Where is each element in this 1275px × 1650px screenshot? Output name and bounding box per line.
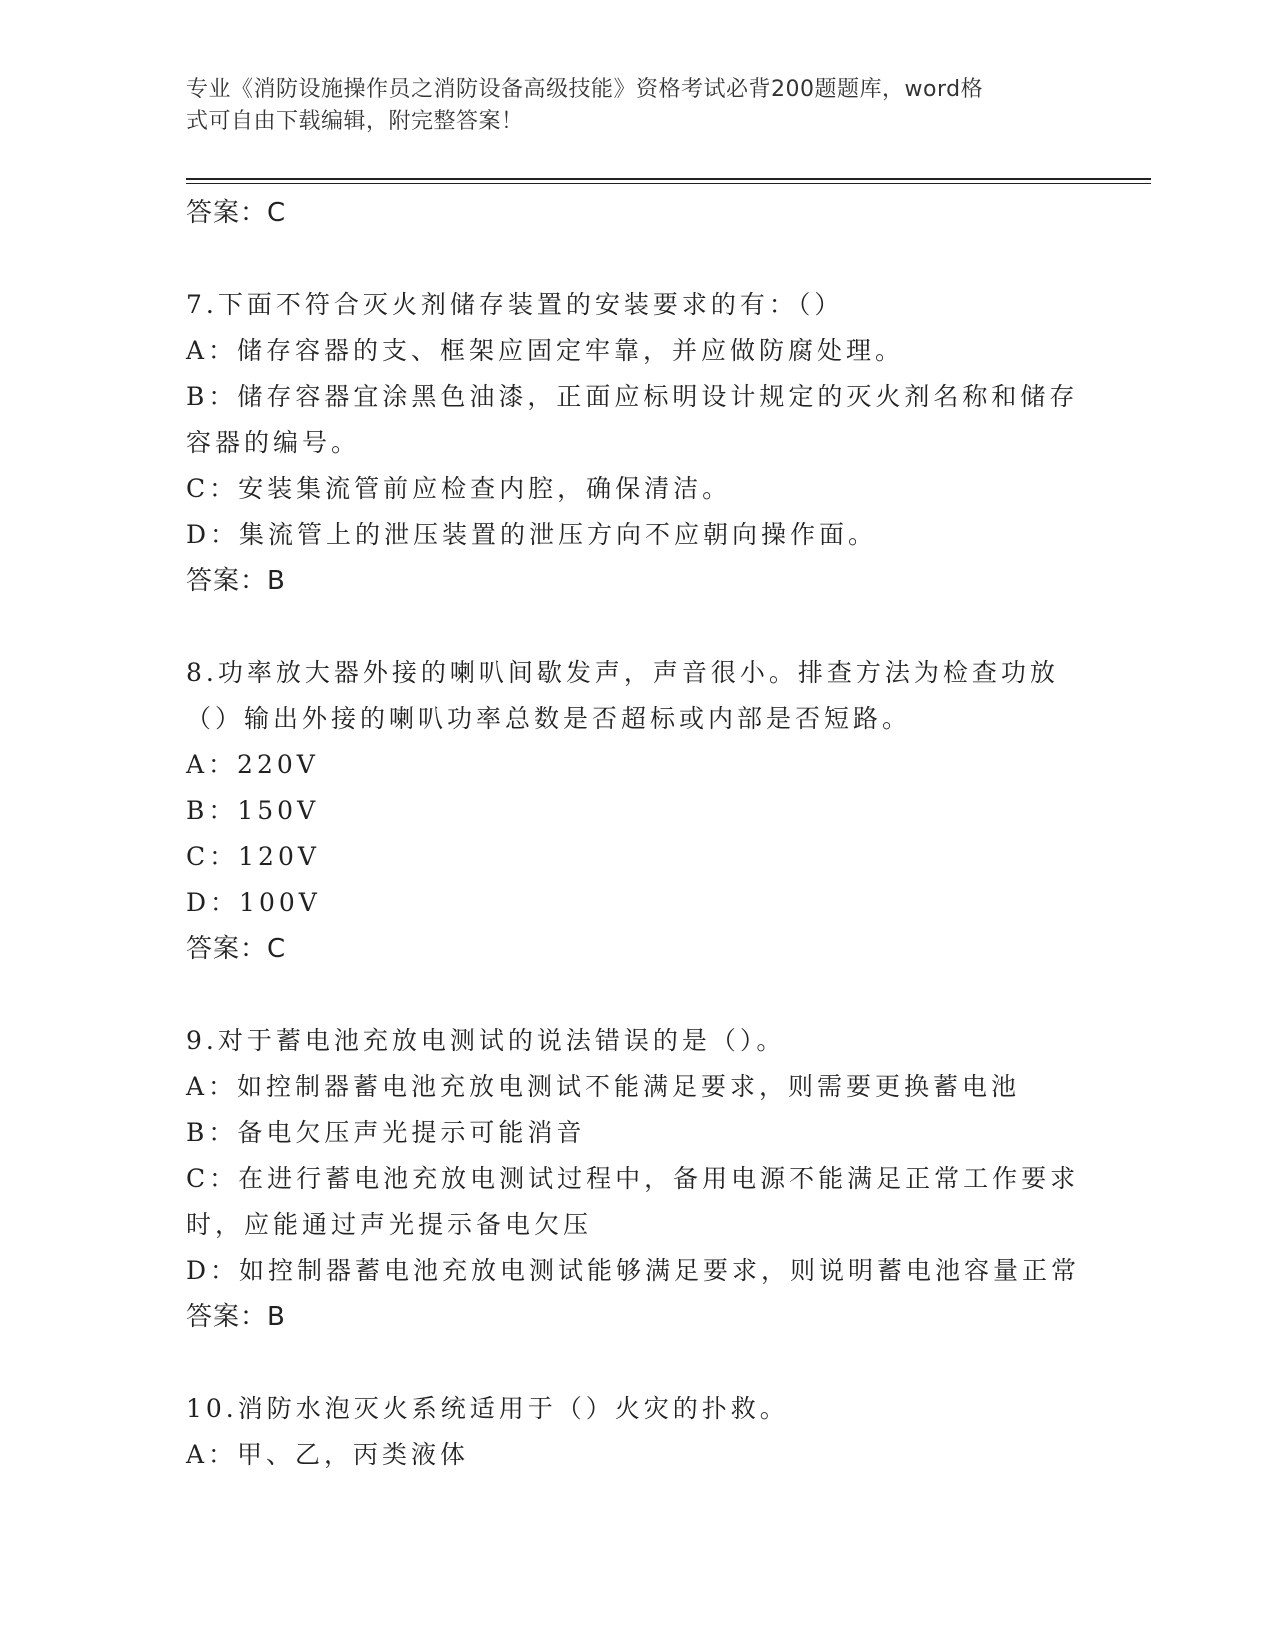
question-9 [186,1018,1086,1340]
option-c: C：安装集流管前应检查内腔，确保清洁。 [186,474,732,503]
spacer [186,236,1086,282]
header-rule-thick [186,178,1151,180]
answer: 答案：C [186,934,287,964]
option-a: A：储存容器的支、框架应固定牢靠，并应做防腐处理。 [186,336,905,365]
header-line-2: 式可自由下载编辑，附完整答案！ [186,109,524,134]
question-7 [186,282,1086,604]
option-d: D：集流管上的泄压装置的泄压方向不应朝向操作面。 [186,520,878,549]
question-stem: 9.对于蓄电池充放电测试的说法错误的是（）。 [186,1026,786,1055]
option-b: B：150V [186,796,320,825]
spacer [186,972,1086,1018]
header-rule-thin [186,183,1151,184]
option-c-continued: 时，应能通过声光提示备电欠压 [186,1210,593,1239]
header-line-1: 专业《消防设施操作员之消防设备高级技能》资格考试必背200题题库，word格 [186,77,984,102]
option-a: A：甲、乙，丙类液体 [186,1440,470,1469]
option-c: C：120V [186,842,320,871]
question-8 [186,650,1086,972]
option-a: A：如控制器蓄电池充放电测试不能满足要求，则需要更换蓄电池 [186,1072,1021,1101]
question-10 [186,1386,1086,1478]
option-c: C：在进行蓄电池充放电测试过程中，备用电源不能满足正常工作要求 [186,1164,1080,1193]
option-b-continued: 容器的编号。 [186,428,361,457]
answer: 答案：B [186,566,286,596]
question-stem: 7.下面不符合灭火剂储存装置的安装要求的有：（） [186,290,844,319]
answer: 答案：B [186,1302,286,1332]
option-b: B：备电欠压声光提示可能消音 [186,1118,586,1147]
option-d: D：100V [186,888,321,917]
previous-answer: 答案：C [186,198,287,228]
spacer [186,1340,1086,1386]
option-a: A：220V [186,750,319,779]
option-d: D：如控制器蓄电池充放电测试能够满足要求，则说明蓄电池容量正常 [186,1256,1081,1285]
question-stem: 8.功率放大器外接的喇叭间歇发声，声音很小。排查方法为检查功放 [186,658,1059,687]
question-stem-continued: （）输出外接的喇叭功率总数是否超标或内部是否短路。 [186,704,912,733]
option-b: B：储存容器宜涂黑色油漆，正面应标明设计规定的灭火剂名称和储存 [186,382,1079,411]
question-list [186,190,1086,1478]
document-header [186,74,1066,138]
question-stem: 10.消防水泡灭火系统适用于（）火灾的扑救。 [186,1394,789,1423]
spacer [186,604,1086,650]
